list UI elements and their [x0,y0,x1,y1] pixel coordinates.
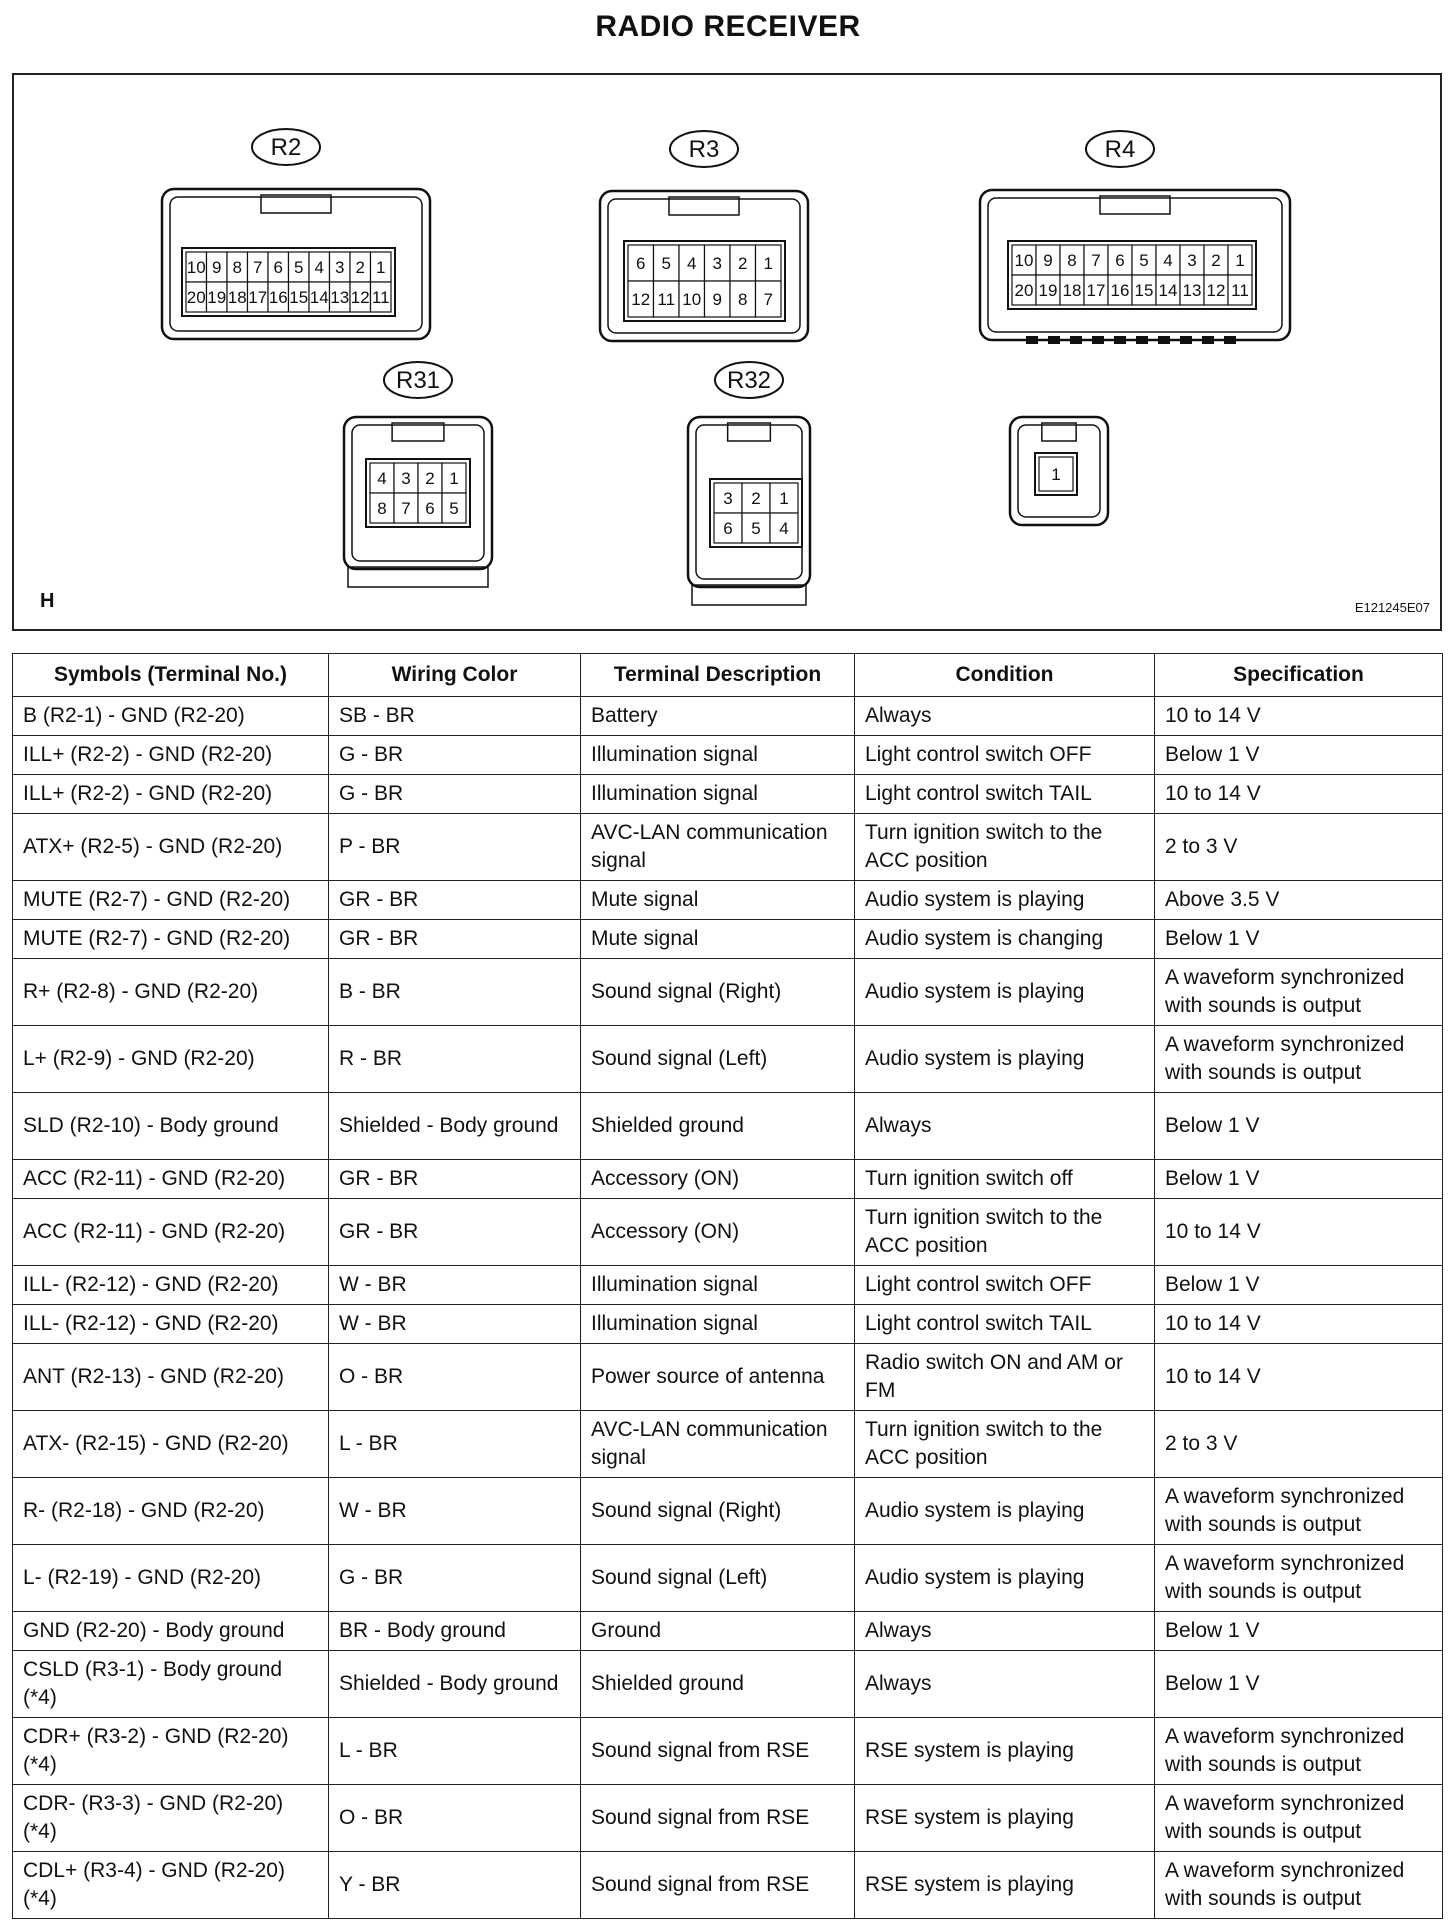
table-row [13,1160,1443,1199]
condition-cell: Light control switch TAIL [855,775,1155,814]
pin-number: 13 [1182,281,1202,300]
specification-cell: A waveform synchronized with sounds is output [1155,1718,1443,1785]
terminal-description-cell: Mute signal [581,920,855,959]
pin-number: 7 [763,290,773,309]
condition-cell: RSE system is playing [855,1718,1155,1785]
pin-number: 4 [687,254,697,273]
condition-cell: Always [855,1093,1155,1160]
condition-cell: Light control switch OFF [855,1266,1155,1305]
pin-number: 10 [682,290,702,309]
pin-number: 6 [723,519,733,538]
wiring-color-cell: G - BR [329,736,581,775]
symbols-cell: ACC (R2-11) - GND (R2-20) [13,1160,329,1199]
table-row [13,1411,1443,1478]
condition-cell: Always [855,1612,1155,1651]
table-row [13,1718,1443,1785]
condition-cell: RSE system is playing [855,1852,1155,1919]
condition-cell: Audio system is playing [855,881,1155,920]
housing-tooth [1180,336,1192,344]
terminal-description-cell: Sound signal from RSE [581,1785,855,1852]
pin-number: 12 [1206,281,1226,300]
wiring-color-cell: GR - BR [329,881,581,920]
symbols-cell: CDR+ (R3-2) - GND (R2-20) (*4) [13,1718,329,1785]
pin-number: 6 [425,499,435,518]
header-symbols: Symbols (Terminal No.) [13,654,329,697]
specification-cell: 10 to 14 V [1155,1199,1443,1266]
wiring-color-cell: GR - BR [329,920,581,959]
pin-number: 14 [309,288,329,307]
pin-number: 9 [1043,251,1053,270]
header-condition: Condition [855,654,1155,697]
terminal-description-cell: Ground [581,1612,855,1651]
header-wiring-color: Wiring Color [329,654,581,697]
pin-number: 1 [449,469,459,488]
pin-number: 2 [355,258,365,277]
pin-number: 4 [377,469,387,488]
condition-cell: Turn ignition switch to the ACC position [855,814,1155,881]
symbols-cell: ATX- (R2-15) - GND (R2-20) [13,1411,329,1478]
connector-diagram [12,73,1442,631]
symbols-cell: R+ (R2-8) - GND (R2-20) [13,959,329,1026]
pin-number: 1 [779,489,789,508]
wiring-color-cell: SB - BR [329,697,581,736]
condition-cell: Radio switch ON and AM or FM [855,1344,1155,1411]
table-row [13,1612,1443,1651]
table-row [13,1651,1443,1718]
symbols-cell: ILL- (R2-12) - GND (R2-20) [13,1305,329,1344]
table-row [13,959,1443,1026]
pin-number: 2 [738,254,748,273]
condition-cell: Audio system is playing [855,959,1155,1026]
wiring-color-cell: P - BR [329,814,581,881]
pin-number: 6 [1115,251,1125,270]
condition-cell: Light control switch TAIL [855,1305,1155,1344]
wiring-color-cell: O - BR [329,1344,581,1411]
housing-tooth [1026,336,1038,344]
specification-cell: A waveform synchronized with sounds is output [1155,1545,1443,1612]
terminal-description-cell: AVC-LAN communication signal [581,814,855,881]
table-row [13,736,1443,775]
specification-cell: A waveform synchronized with sounds is output [1155,1852,1443,1919]
wiring-color-cell: GR - BR [329,1199,581,1266]
pin-number: 18 [1062,281,1082,300]
pin-number: 3 [401,469,411,488]
wiring-color-cell: Shielded - Body ground [329,1093,581,1160]
pin-number: 17 [248,288,268,307]
table-row [13,1093,1443,1160]
specification-cell: A waveform synchronized with sounds is output [1155,959,1443,1026]
pin-number: 3 [723,489,733,508]
terminal-description-cell: Shielded ground [581,1093,855,1160]
pin-number: 2 [425,469,435,488]
pin-number: 8 [1067,251,1077,270]
housing-tooth [1114,336,1126,344]
pin-number: 17 [1086,281,1106,300]
table-row [13,775,1443,814]
wiring-color-cell: O - BR [329,1785,581,1852]
condition-cell: Always [855,1651,1155,1718]
pin-number: 5 [294,258,304,277]
specification-cell: Below 1 V [1155,736,1443,775]
wiring-color-cell: B - BR [329,959,581,1026]
symbols-cell: MUTE (R2-7) - GND (R2-20) [13,920,329,959]
wiring-color-cell: Shielded - Body ground [329,1651,581,1718]
symbols-cell: CDL+ (R3-4) - GND (R2-20) (*4) [13,1852,329,1919]
pin-number: 5 [1139,251,1149,270]
pin-number: 11 [1231,281,1249,300]
symbols-cell: L- (R2-19) - GND (R2-20) [13,1545,329,1612]
wiring-color-cell: G - BR [329,775,581,814]
connector-label: R4 [1104,136,1136,163]
pin-number: 1 [376,258,386,277]
terminal-description-cell: Illumination signal [581,736,855,775]
condition-cell: Light control switch OFF [855,736,1155,775]
condition-cell: Audio system is playing [855,1026,1155,1093]
header-specification: Specification [1155,654,1443,697]
pin-number: 2 [1211,251,1221,270]
table-row [13,920,1443,959]
connector-label: R32 [726,367,772,394]
page-title: RADIO RECEIVER [595,10,861,43]
pin-number: 19 [207,288,227,307]
symbols-cell: GND (R2-20) - Body ground [13,1612,329,1651]
pin-number: 12 [631,290,651,309]
specification-cell: 10 to 14 V [1155,1344,1443,1411]
pin-number: 2 [751,489,761,508]
table-row [13,881,1443,920]
specification-cell: A waveform synchronized with sounds is output [1155,1478,1443,1545]
wiring-color-cell: W - BR [329,1478,581,1545]
symbols-cell: R- (R2-18) - GND (R2-20) [13,1478,329,1545]
connector-diagram-svg [14,75,1444,633]
terminal-description-cell: Illumination signal [581,1305,855,1344]
specification-cell: A waveform synchronized with sounds is output [1155,1026,1443,1093]
symbols-cell: ATX+ (R2-5) - GND (R2-20) [13,814,329,881]
pin-number: 7 [401,499,411,518]
condition-cell: Audio system is playing [855,1545,1155,1612]
wiring-color-cell: R - BR [329,1026,581,1093]
pin-number: 9 [212,258,222,277]
pin-number: 8 [377,499,387,518]
pin-number: 15 [289,288,309,307]
table-row [13,1785,1443,1852]
specification-cell: 10 to 14 V [1155,775,1443,814]
specification-cell: 10 to 14 V [1155,697,1443,736]
connector-label: R31 [395,367,441,394]
terminal-description-cell: Sound signal from RSE [581,1718,855,1785]
pin-number: 3 [1187,251,1197,270]
table-header-row [13,654,1443,697]
specification-cell: Below 1 V [1155,1160,1443,1199]
terminal-description-cell: Sound signal (Right) [581,959,855,1026]
figure-code: E121245E07 [1354,600,1430,615]
symbols-cell: SLD (R2-10) - Body ground [13,1093,329,1160]
pin-number: 8 [738,290,748,309]
terminal-description-cell: Accessory (ON) [581,1160,855,1199]
symbols-cell: L+ (R2-9) - GND (R2-20) [13,1026,329,1093]
terminal-description-cell: AVC-LAN communication signal [581,1411,855,1478]
terminal-description-cell: Sound signal from RSE [581,1852,855,1919]
condition-cell: Audio system is changing [855,920,1155,959]
pin-number: 18 [227,288,247,307]
pin-number: 11 [657,290,676,309]
pin-number: 5 [449,499,459,518]
housing-tooth [1202,336,1214,344]
specification-cell: Below 1 V [1155,1612,1443,1651]
condition-cell: Turn ignition switch to the ACC position [855,1199,1155,1266]
terminal-description-cell: Accessory (ON) [581,1199,855,1266]
pin-number: 10 [186,258,206,277]
symbols-cell: CSLD (R3-1) - Body ground (*4) [13,1651,329,1718]
pin-number: 20 [1014,281,1034,300]
terminal-description-cell: Illumination signal [581,1266,855,1305]
wiring-color-cell: L - BR [329,1718,581,1785]
pin-number: 7 [1091,251,1101,270]
housing-tooth [1070,336,1082,344]
table-row [13,1199,1443,1266]
specification-cell: Below 1 V [1155,1093,1443,1160]
pin-number: 1 [1051,465,1061,484]
pin-number: 7 [253,258,263,277]
table-row [13,1266,1443,1305]
pin-number: 5 [751,519,761,538]
pin-number: 19 [1038,281,1058,300]
table-row [13,1545,1443,1612]
symbols-cell: ILL- (R2-12) - GND (R2-20) [13,1266,329,1305]
specification-cell: Below 1 V [1155,1266,1443,1305]
condition-cell: Turn ignition switch off [855,1160,1155,1199]
pin-number: 4 [779,519,789,538]
specification-cell: 2 to 3 V [1155,814,1443,881]
symbols-cell: ILL+ (R2-2) - GND (R2-20) [13,775,329,814]
specification-cell: Above 3.5 V [1155,881,1443,920]
condition-cell: Turn ignition switch to the ACC position [855,1411,1155,1478]
pin-number: 13 [330,288,350,307]
terminal-description-cell: Power source of antenna [581,1344,855,1411]
pin-number: 9 [712,290,722,309]
pin-number: 20 [186,288,206,307]
housing-tooth [1158,336,1170,344]
pin-number: 5 [661,254,671,273]
table-row [13,1478,1443,1545]
table-row [13,1026,1443,1093]
pin-number: 8 [232,258,242,277]
terminal-description-cell: Sound signal (Left) [581,1026,855,1093]
wiring-color-cell: BR - Body ground [329,1612,581,1651]
pin-number: 1 [1235,251,1245,270]
table-row [13,697,1443,736]
connector-label: R3 [688,136,720,163]
terminal-spec-table [12,653,1443,1919]
wiring-color-cell: Y - BR [329,1852,581,1919]
pin-number: 11 [371,288,390,307]
pin-number: 15 [1134,281,1154,300]
terminal-description-cell: Mute signal [581,881,855,920]
terminal-description-cell: Battery [581,697,855,736]
symbols-cell: MUTE (R2-7) - GND (R2-20) [13,881,329,920]
header-terminal-description: Terminal Description [581,654,855,697]
terminal-description-cell: Illumination signal [581,775,855,814]
table-row [13,814,1443,881]
specification-cell: Below 1 V [1155,920,1443,959]
wiring-color-cell: GR - BR [329,1160,581,1199]
pin-number: 6 [636,254,646,273]
symbols-cell: CDR- (R3-3) - GND (R2-20) (*4) [13,1785,329,1852]
table-row [13,1305,1443,1344]
wiring-color-cell: W - BR [329,1266,581,1305]
pin-number: 16 [268,288,288,307]
wiring-color-cell: L - BR [329,1411,581,1478]
condition-cell: Audio system is playing [855,1478,1155,1545]
table-row [13,1852,1443,1919]
wiring-color-cell: G - BR [329,1545,581,1612]
terminal-description-cell: Shielded ground [581,1651,855,1718]
housing-tooth [1048,336,1060,344]
terminal-description-cell: Sound signal (Right) [581,1478,855,1545]
pin-number: 6 [273,258,283,277]
pin-number: 4 [1163,251,1173,270]
wiring-color-cell: W - BR [329,1305,581,1344]
pin-number: 1 [763,254,773,273]
terminal-description-cell: Sound signal (Left) [581,1545,855,1612]
condition-cell: RSE system is playing [855,1785,1155,1852]
pin-number: 3 [712,254,722,273]
symbols-cell: B (R2-1) - GND (R2-20) [13,697,329,736]
pin-number: 4 [314,258,324,277]
table-row [13,1344,1443,1411]
symbols-cell: ILL+ (R2-2) - GND (R2-20) [13,736,329,775]
condition-cell: Always [855,697,1155,736]
specification-cell: Below 1 V [1155,1651,1443,1718]
specification-cell: A waveform synchronized with sounds is output [1155,1785,1443,1852]
specification-cell: 2 to 3 V [1155,1411,1443,1478]
pin-number: 14 [1158,281,1178,300]
pin-number: 10 [1014,251,1034,270]
pin-number: 12 [350,288,370,307]
connector-label: R2 [270,134,302,161]
pin-number: 3 [335,258,345,277]
specification-cell: 10 to 14 V [1155,1305,1443,1344]
symbols-cell: ACC (R2-11) - GND (R2-20) [13,1199,329,1266]
housing-tooth [1092,336,1104,344]
figure-letter: H [40,590,55,612]
pin-number: 16 [1110,281,1130,300]
symbols-cell: ANT (R2-13) - GND (R2-20) [13,1344,329,1411]
housing-tooth [1136,336,1148,344]
housing-tooth [1224,336,1236,344]
